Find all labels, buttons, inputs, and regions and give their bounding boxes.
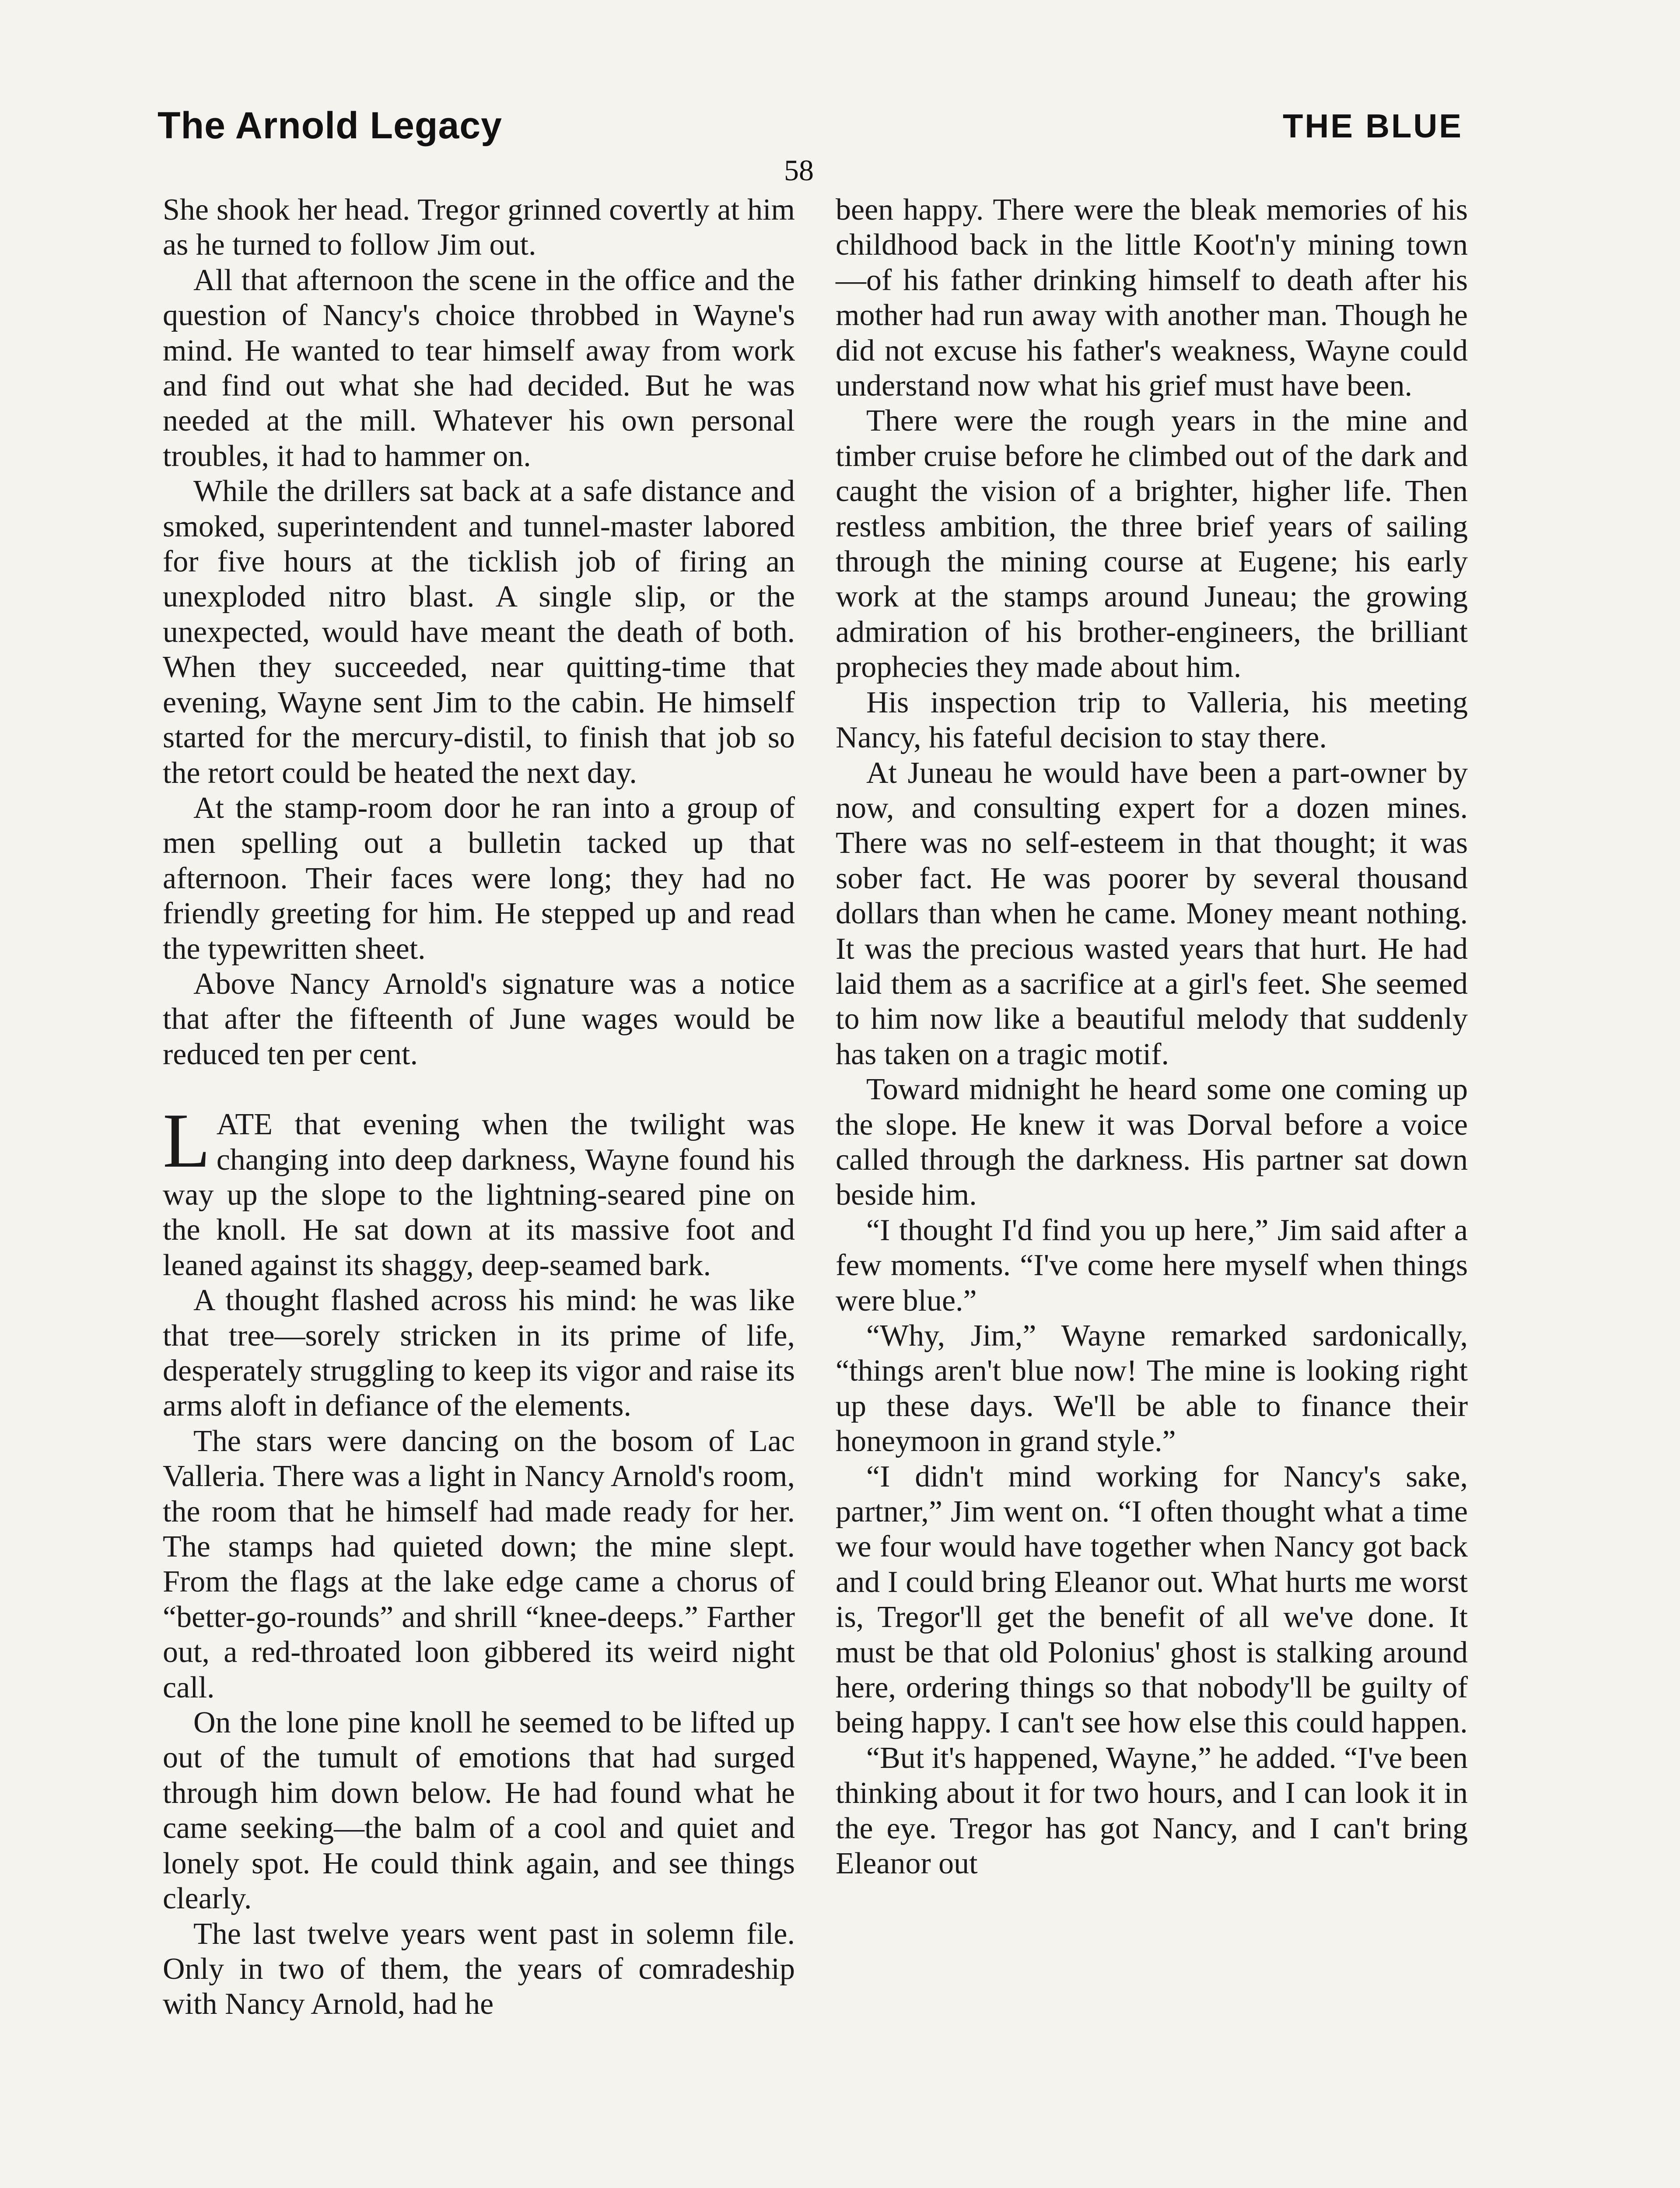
dropcap-paragraph <box>163 1097 795 1283</box>
paragraph: His inspection trip to Valleria, his meeting Nancy, his fateful decision to stay there. <box>836 685 1468 755</box>
paragraph: A thought flashed across his mind: he was like that tree—sorely stricken in its prime of life, desperately struggling to keep its vigor and raise its arms aloft in defiance of the elements. <box>163 1283 795 1423</box>
section-break <box>163 1072 795 1107</box>
paragraph: Above Nancy Arnold's signature was a notice that after the fifteenth of June wages would be reduced ten per cent. <box>163 967 795 1071</box>
magazine-title: THE BLUE <box>1283 108 1463 145</box>
paragraph: She shook her head. Tregor grinned covertly at him as he turned to follow Jim out. <box>163 193 795 262</box>
paragraph: At the stamp-room door he ran into a group of men spelling out a bulletin tacked up that afternoon. Their faces were long; they had no friendly greeting for him. He stepped up and read the typewritten sheet. <box>163 791 795 966</box>
left-column <box>163 193 795 2022</box>
paragraph: The last twelve years went past in solemn file. Only in two of them, the years of comradeship with Nancy Arnold, had he <box>163 1917 795 2021</box>
paragraph: All that afternoon the scene in the office and the question of Nancy's choice throbbed in Wayne's mind. He wanted to tear himself away from work and find out what she had decided. But he was needed at the mill. Whatever his own personal troubles, it had to hammer on. <box>163 263 795 473</box>
paragraph: “I thought I'd find you up here,” Jim said after a few moments. “I've come here myself when things were blue.” <box>836 1213 1468 1318</box>
story-title: The Arnold Legacy <box>158 105 502 147</box>
dropcap-paragraph-text: ATE that evening when the twilight was changing into deep darkness, Wayne found his way up the slope to the lightning-seared pine on the knoll. He sat down at its massive foot and leaned against its shaggy, deep-seamed bark. <box>163 1108 795 1282</box>
paragraph: “I didn't mind working for Nancy's sake, partner,” Jim went on. “I often thought what a time we four would have together when Nancy got back and I could bring Eleanor out. What hurts me worst is, Tregor'll get the benefit of all we've done. It must be that old Polonius' ghost is stalking around here, ordering things so that nobody'll be guilty of being happy. I can't see how else this could happen. <box>836 1459 1468 1740</box>
paragraph: There were the rough years in the mine and timber cruise before he climbed out of the dark and caught the vision of a brighter, higher life. Then restless ambition, the three brief years of sailing through the mining course at Eugene; his early work at the stamps around Juneau; the growing admiration of his brother-engineers, the brilliant prophecies they made about him. <box>836 404 1468 684</box>
paragraph: While the drillers sat back at a safe distance and smoked, superintendent and tunnel-master labored for five hours at the ticklish job of firing an unexploded nitro blast. A single slip, or the unexpected, would have meant the death of both. When they succeeded, near quitting-time that evening, Wayne sent Jim to the cabin. He himself started for the mercury-distil, to finish that job so the retort could be heated the next day. <box>163 474 795 790</box>
paragraph: Toward midnight he heard some one coming up the slope. He knew it was Dorval before a voice called through the darkness. His partner sat down beside him. <box>836 1073 1468 1212</box>
paragraph: “Why, Jim,” Wayne remarked sardonically, “things aren't blue now! The mine is looking right up these days. We'll be able to finance their honeymoon in grand style.” <box>836 1319 1468 1459</box>
right-column <box>836 193 1468 1882</box>
paragraph: On the lone pine knoll he seemed to be lifted up out of the tumult of emotions that had surged through him down below. He had found what he came seeking—the balm of a cool and quiet and lonely spot. He could think again, and see things clearly. <box>163 1706 795 1916</box>
drop-cap: L <box>163 1097 210 1184</box>
paragraph: The stars were dancing on the bosom of Lac Valleria. There was a light in Nancy Arnold's room, the room that he himself had made ready for her. The stamps had quieted down; the mine slept. From the flags at the lake edge came a chorus of “better-go-rounds” and shrill “knee-deeps.” Farther out, a red-throated loon gibbered its weird night call. <box>163 1424 795 1704</box>
paragraph: “But it's happened, Wayne,” he added. “I've been thinking about it for two hours, and I can look it in the eye. Tregor has got Nancy, and I can't bring Eleanor out <box>836 1741 1468 1881</box>
paragraph: At Juneau he would have been a part-owner by now, and consulting expert for a dozen mines. There was no self-esteem in that thought; it was sober fact. He was poorer by several thousand dollars than when he came. Money meant nothing. It was the precious wasted years that hurt. He had laid them as a sacrifice at a girl's feet. She seemed to him now like a beautiful melody that suddenly has taken on a tragic motif. <box>836 756 1468 1071</box>
page-number: 58 <box>784 154 814 187</box>
paragraph: been happy. There were the bleak memories of his childhood back in the little Koot'n'y mining town—of his father drinking himself to death after his mother had run away with another man. Though he did not excuse his father's weakness, Wayne could understand now what his grief must have been. <box>836 193 1468 403</box>
